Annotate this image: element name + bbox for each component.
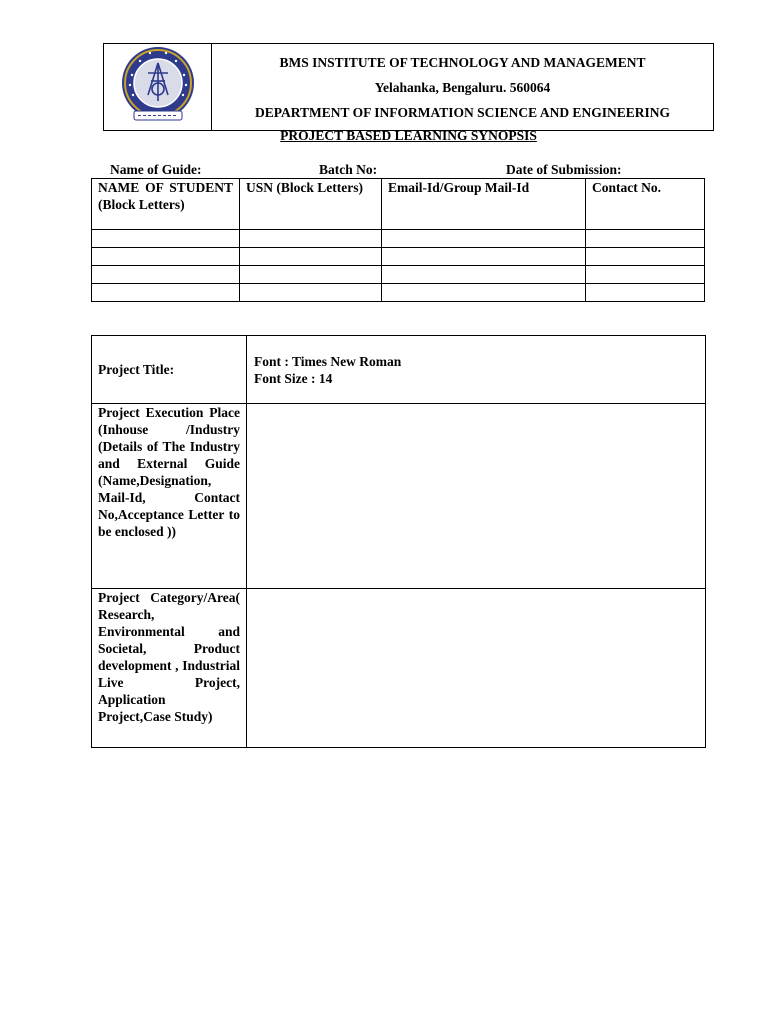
contact-cell[interactable] [586,266,705,284]
email-cell[interactable] [382,284,586,302]
execution-place-value[interactable] [247,404,706,589]
logo-cell [104,44,212,131]
institute-address: Yelahanka, Bengaluru. 560064 [374,79,551,95]
project-category-value[interactable] [247,589,706,748]
student-name-cell[interactable] [92,266,240,284]
student-name-cell[interactable] [92,248,240,266]
student-table [91,178,705,302]
student-name-cell[interactable] [92,230,240,248]
header-text-cell [212,44,714,131]
email-cell[interactable] [382,248,586,266]
execution-place-row [92,404,706,589]
column-header-email: Email-Id/Group Mail-Id [382,179,586,230]
table-row [92,266,705,284]
email-cell[interactable] [382,266,586,284]
contact-cell[interactable] [586,230,705,248]
project-category-row [92,589,706,748]
font-name-note: Font : Times New Roman [254,353,402,369]
institute-logo [118,45,198,125]
usn-cell[interactable] [240,284,382,302]
execution-place-label: Project Execution Place (Inhouse /Industry (Details of The Industry and External Guide (Name,Designation, Mail-Id, Contact No,Acceptance Letter to be enclosed )) [92,404,247,589]
usn-cell[interactable] [240,230,382,248]
contact-cell[interactable] [586,284,705,302]
font-size-note: Font Size : 14 [254,370,333,386]
department-name: DEPARTMENT OF INFORMATION SCIENCE AND ENGINEERING [255,104,670,120]
student-name-cell[interactable] [92,284,240,302]
email-cell[interactable] [382,230,586,248]
usn-cell[interactable] [240,248,382,266]
project-table [91,335,706,748]
project-title-row [92,336,706,404]
table-row [92,284,705,302]
date-label: Date of Submission: [506,162,622,177]
guide-label: Name of Guide: [110,162,202,177]
document-title: PROJECT BASED LEARNING SYNOPSIS [280,128,537,143]
project-title-label: Project Title: [92,336,247,404]
table-row [92,248,705,266]
project-category-label: Project Category/Area( Research, Environmental and Societal, Product development , Industrial Live Project, Application Project,Case Study) [92,589,247,748]
header-table [103,43,714,131]
contact-cell[interactable] [586,248,705,266]
institute-name: BMS INSTITUTE OF TECHNOLOGY AND MANAGEMENT [279,54,646,70]
table-row [92,230,705,248]
student-table-header-row [92,179,705,230]
column-header-usn: USN (Block Letters) [240,179,382,230]
usn-cell[interactable] [240,266,382,284]
column-header-name: NAME OF STUDENT (Block Letters) [92,179,240,230]
project-title-value[interactable] [247,336,706,404]
batch-label: Batch No: [319,162,378,177]
column-header-contact: Contact No. [586,179,705,230]
